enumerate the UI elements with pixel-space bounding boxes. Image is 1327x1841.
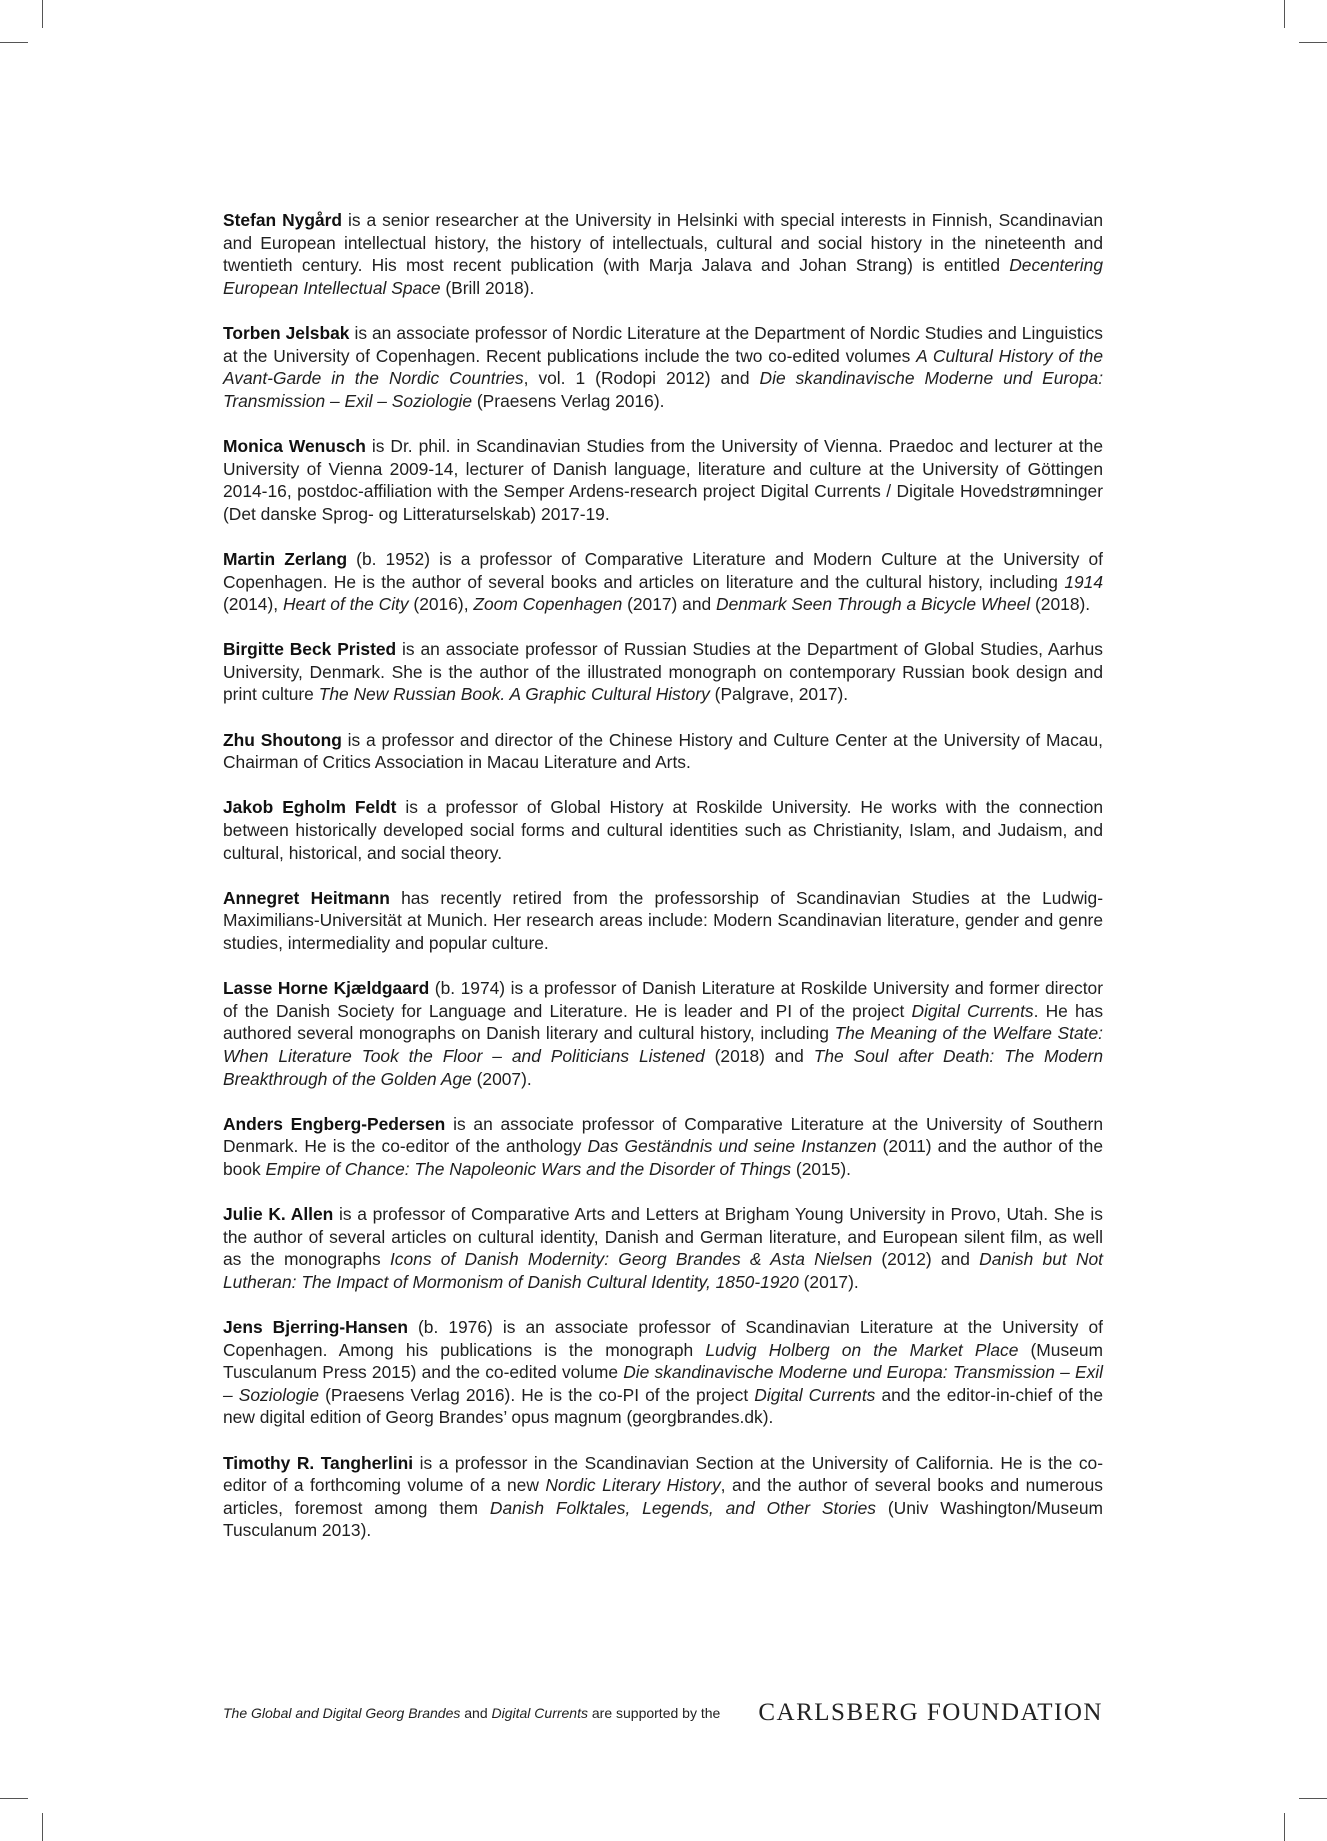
publication-title: Empire of Chance: The Napoleonic Wars and the Disorder of Things xyxy=(265,1158,792,1179)
bio-text: (2016), xyxy=(408,594,474,615)
contributor-bio xyxy=(223,729,1103,774)
bio-text: (b. 1974) is a professor of Danish Literature at Roskilde University and former director of the Danish Society for Language and Literature. He is leader and PI of the project xyxy=(223,978,1104,1021)
bio-text: (2011) and the author of the book xyxy=(223,1136,1103,1179)
crop-mark xyxy=(42,1813,43,1841)
contributor-bio xyxy=(223,1452,1103,1542)
bio-text: (2018) and xyxy=(704,1045,814,1066)
carlsberg-foundation-logo: CARLSBERG FOUNDATION xyxy=(758,1699,1103,1726)
contributor-bio xyxy=(223,977,1103,1090)
bio-text: (2015). xyxy=(791,1158,852,1179)
bio-text: (2012) and xyxy=(872,1249,980,1270)
footer-credit xyxy=(223,1705,720,1721)
bio-text: is an associate professor of Russian Studies at the Department of Global Studies, Aarhus University, Denmark. She is the author of the illustrated monograph on contemporary Russian book design and print culture xyxy=(223,639,1104,705)
contributor-name: Jens Bjerring-Hansen xyxy=(223,1317,408,1338)
publication-title: The New Russian Book. A Graphic Cultural History xyxy=(318,684,710,705)
bio-text: (2014), xyxy=(223,594,283,615)
contributor-name: Lasse Horne Kjældgaard xyxy=(223,978,430,999)
bio-text: is an associate professor of Nordic Literature at the Department of Nordic Studies and Linguistics at the University of Copenhagen. Recent publications include the two co-edited volumes xyxy=(223,322,1103,366)
contributor-name: Jakob Egholm Feldt xyxy=(223,797,397,818)
bio-text: (2017). xyxy=(798,1271,859,1292)
contributor-name: Timothy R. Tangherlini xyxy=(223,1452,414,1473)
contributor-bio xyxy=(223,435,1103,525)
contributor-bios xyxy=(223,209,1103,1565)
publication-title: Ludvig Holberg on the Market Place xyxy=(705,1339,1019,1360)
bio-text: is a professor of Global History at Roskilde University. He works with the connection between historically developed social forms and cultural identities such as Christianity, Islam, and Judaism, and cultural, historical, and social theory. xyxy=(223,797,1104,863)
publication-title: A Cultural History of the Avant-Garde in the Nordic Countries xyxy=(223,345,1103,389)
contributor-name: Monica Wenusch xyxy=(223,435,366,456)
bio-text: has recently retired from the professorship of Scandinavian Studies at the Ludwig-Maximilians-Universität at Munich. Her research areas include: Modern Scandinavian literature, gender and genre studies, intermediality and popular culture. xyxy=(223,887,1103,953)
bio-text: is a professor and director of the Chinese History and Culture Center at the University of Macau, Chairman of Critics Association in Macau Literature and Arts. xyxy=(223,729,1103,773)
bio-text: , and the author of several books and numerous articles, foremost among them xyxy=(223,1475,1103,1518)
bio-text: (b. 1952) is a professor of Comparative Literature and Modern Culture at the University of Copenhagen. He is the author of several books and articles on literature and the cultural history, including xyxy=(223,548,1103,592)
contributor-bio xyxy=(223,638,1103,706)
footer-text: are supported by the xyxy=(587,1705,721,1721)
publication-title: Decentering European Intellectual Space xyxy=(223,255,1103,298)
bio-text: (Praesens Verlag 2016). He is the co-PI of the project xyxy=(319,1384,755,1405)
bio-text: is a senior researcher at the University in Helsinki with special interests in Finnish, Scandinavian and European intellectual history, the history of intellectuals, cultural and social history in the nineteenth and twentieth century. His most recent publication (with Marja Jalava and Johan Strang) is entitled xyxy=(223,210,1103,276)
bio-text: (Museum Tusculanum Press 2015) and the co-edited volume xyxy=(223,1339,1103,1383)
publication-title: Denmark Seen Through a Bicycle Wheel xyxy=(716,594,1031,615)
publication-title: Digital Currents xyxy=(911,1000,1034,1021)
contributor-bio xyxy=(223,887,1103,955)
crop-mark xyxy=(1299,1798,1327,1799)
publication-title: Danish but Not Lutheran: The Impact of Mormonism of Danish Cultural Identity, 1850-1920 xyxy=(223,1249,1104,1292)
crop-mark xyxy=(42,0,43,28)
bio-text: . He has authored several monographs on Danish literary and cultural history, including xyxy=(223,1000,1104,1044)
contributor-name: Julie K. Allen xyxy=(223,1204,334,1225)
bio-text: (Brill 2018). xyxy=(440,277,535,298)
contributor-bio xyxy=(223,548,1103,616)
contributor-bio xyxy=(223,322,1103,412)
contributor-name: Stefan Nygård xyxy=(223,210,343,230)
contributor-name: Zhu Shoutong xyxy=(223,729,342,750)
publication-title: Die skandinavische Moderne und Europa: Transmission – Exil – Soziologie xyxy=(223,1362,1103,1405)
bio-text: , vol. 1 (Rodopi 2012) and xyxy=(523,368,760,389)
contributor-name: Martin Zerlang xyxy=(223,548,348,569)
bio-text: is Dr. phil. in Scandinavian Studies from the University of Vienna. Praedoc and lecturer at the University of Vienna 2009-14, lecturer of Danish language, literature and culture at the University of Göttingen 2014-16, postdoc-affiliation with the Semper Ardens-research project Digital Currents / Digitale Hovedstrømninger (Det danske Sprog- og Litteraturselskab) 2017-19. xyxy=(223,435,1103,524)
publication-title: The Soul after Death: The Modern Breakthrough of the Golden Age xyxy=(223,1045,1103,1089)
crop-mark xyxy=(1299,42,1327,43)
contributor-name: Birgitte Beck Pristed xyxy=(223,639,397,660)
footer-project-name: The Global and Digital Georg Brandes xyxy=(223,1705,461,1721)
page-footer xyxy=(223,1696,1103,1730)
contributor-name: Anders Engberg-Pedersen xyxy=(223,1113,446,1134)
contributor-bio xyxy=(223,796,1103,864)
contributor-bio xyxy=(223,1113,1103,1181)
publication-title: Digital Currents xyxy=(754,1384,876,1405)
publication-title: Heart of the City xyxy=(282,594,409,615)
bio-text: and the editor-in-chief of the new digital edition of Georg Brandes’ opus magnum (georgbrandes.dk). xyxy=(223,1384,1104,1428)
bio-text: is an associate professor of Comparative Literature at the University of Southern Denmark. He is the co-editor of the anthology xyxy=(223,1113,1103,1157)
publication-title: Die skandinavische Moderne und Europa: Transmission – Exil – Soziologie xyxy=(223,368,1104,411)
publication-title: Danish Folktales, Legends, and Other Stories xyxy=(489,1497,876,1518)
bio-text: (2018). xyxy=(1030,594,1091,615)
contributor-bio xyxy=(223,209,1103,299)
crop-mark xyxy=(0,1798,28,1799)
contributor-name: Torben Jelsbak xyxy=(223,322,350,343)
footer-project-name: Digital Currents xyxy=(491,1705,588,1721)
crop-mark xyxy=(1284,0,1285,28)
publication-title: Icons of Danish Modernity: Georg Brandes & Asta Nielsen xyxy=(389,1249,873,1270)
bio-text: (2017) and xyxy=(622,594,717,615)
crop-mark xyxy=(0,42,28,43)
crop-mark xyxy=(1284,1813,1285,1841)
contributor-bio xyxy=(223,1203,1103,1293)
publication-title: The Meaning of the Welfare State: When Literature Took the Floor – and Politicians Listened xyxy=(223,1023,1103,1066)
contributor-name: Annegret Heitmann xyxy=(223,887,390,908)
bio-text: (b. 1976) is an associate professor of Scandinavian Literature at the University of Copenhagen. Among his publications is the monograph xyxy=(223,1317,1103,1360)
bio-text: (2007). xyxy=(471,1068,532,1089)
publication-title: Zoom Copenhagen xyxy=(473,594,623,615)
publication-title: Nordic Literary History xyxy=(545,1475,721,1496)
bio-text: (Praesens Verlag 2016). xyxy=(472,390,665,411)
bio-text: is a professor of Comparative Arts and Letters at Brigham Young University in Provo, Utah. She is the author of several articles on cultural identity, Danish and German literature, and European silent film, as well as the monographs xyxy=(223,1204,1103,1270)
bio-text: is a professor in the Scandinavian Section at the University of California. He is the co-editor of a forthcoming volume of a new xyxy=(223,1452,1103,1496)
bio-text: (Univ Washington/Museum Tusculanum 2013). xyxy=(223,1497,1104,1541)
footer-text: and xyxy=(460,1705,492,1721)
contributor-bio xyxy=(223,1316,1103,1429)
publication-title: Das Geständnis und seine Instanzen xyxy=(587,1136,877,1157)
bio-text: (Palgrave, 2017). xyxy=(709,684,849,705)
publication-title: 1914 xyxy=(1064,571,1103,592)
